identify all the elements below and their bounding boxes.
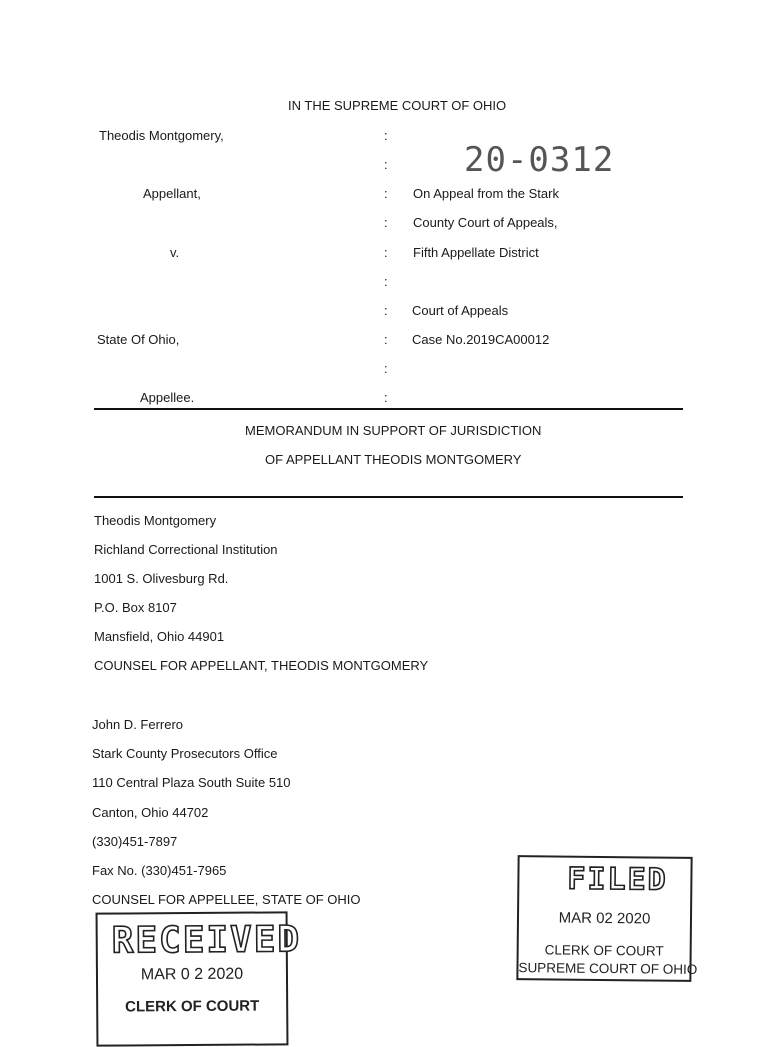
filed-stamp-date: MAR 02 2020 [558,909,651,928]
case-number-stamp: 20-0312 [464,140,615,180]
counsel-line: Mansfield, Ohio 44901 [94,629,225,644]
counsel-line: 110 Central Plaza South Suite 510 [92,775,291,790]
memorandum-title-line1: MEMORANDUM IN SUPPORT OF JURISDICTION [245,423,542,438]
appellant-role: Appellant, [143,186,201,201]
caption-colon: : [384,128,388,143]
counsel-line: (330)451-7897 [92,834,178,849]
appellee-role: Appellee. [140,390,195,405]
lower-court-case-number: Case No.2019CA00012 [412,332,550,347]
lower-court-label: Court of Appeals [412,303,509,318]
filed-stamp-court: SUPREME COURT OF OHIO [518,960,698,977]
caption-colon: : [384,245,388,260]
filed-stamp-word: FILED [567,861,668,898]
caption-colon: : [384,390,388,405]
caption-colon: : [384,303,388,318]
counsel-line: Stark County Prosecutors Office [92,746,278,761]
caption-colon: : [384,361,388,376]
counsel-line: Theodis Montgomery [94,513,217,528]
memorandum-title-line2: OF APPELLANT THEODIS MONTGOMERY [265,452,522,467]
received-stamp-word: RECEIVED [111,919,302,962]
counsel-line: Fax No. (330)451-7965 [92,863,227,878]
counsel-line: 1001 S. Olivesburg Rd. [94,571,229,586]
appeal-origin-line1: On Appeal from the Stark [413,186,559,201]
caption-colon: : [384,332,388,347]
caption-colon: : [384,215,388,230]
caption-colon: : [384,186,388,201]
filed-stamp-clerk: CLERK OF COURT [544,942,664,959]
title-divider [94,496,683,498]
counsel-line: John D. Ferrero [92,717,184,732]
appellant-name: Theodis Montgomery, [99,128,224,143]
received-stamp [96,911,302,1046]
counsel-line: P.O. Box 8107 [94,600,177,615]
court-title: IN THE SUPREME COURT OF OHIO [288,98,507,113]
counsel-for-appellant: COUNSEL FOR APPELLANT, THEODIS MONTGOMERY [94,658,429,673]
counsel-line: Canton, Ohio 44702 [92,805,209,820]
appeal-origin-line3: Fifth Appellate District [413,245,539,260]
filed-stamp [516,855,698,982]
caption-colon: : [384,157,388,172]
appellee-name: State Of Ohio, [97,332,180,347]
counsel-line: Richland Correctional Institution [94,542,278,557]
caption-colon: : [384,274,388,289]
appeal-origin-line2: County Court of Appeals, [413,215,558,230]
versus-label: v. [170,245,180,260]
counsel-for-appellee: COUNSEL FOR APPELLEE, STATE OF OHIO [92,892,361,907]
received-stamp-clerk: CLERK OF COURT [125,997,260,1016]
caption-divider [94,408,683,410]
received-stamp-date: MAR 0 2 2020 [140,965,244,984]
